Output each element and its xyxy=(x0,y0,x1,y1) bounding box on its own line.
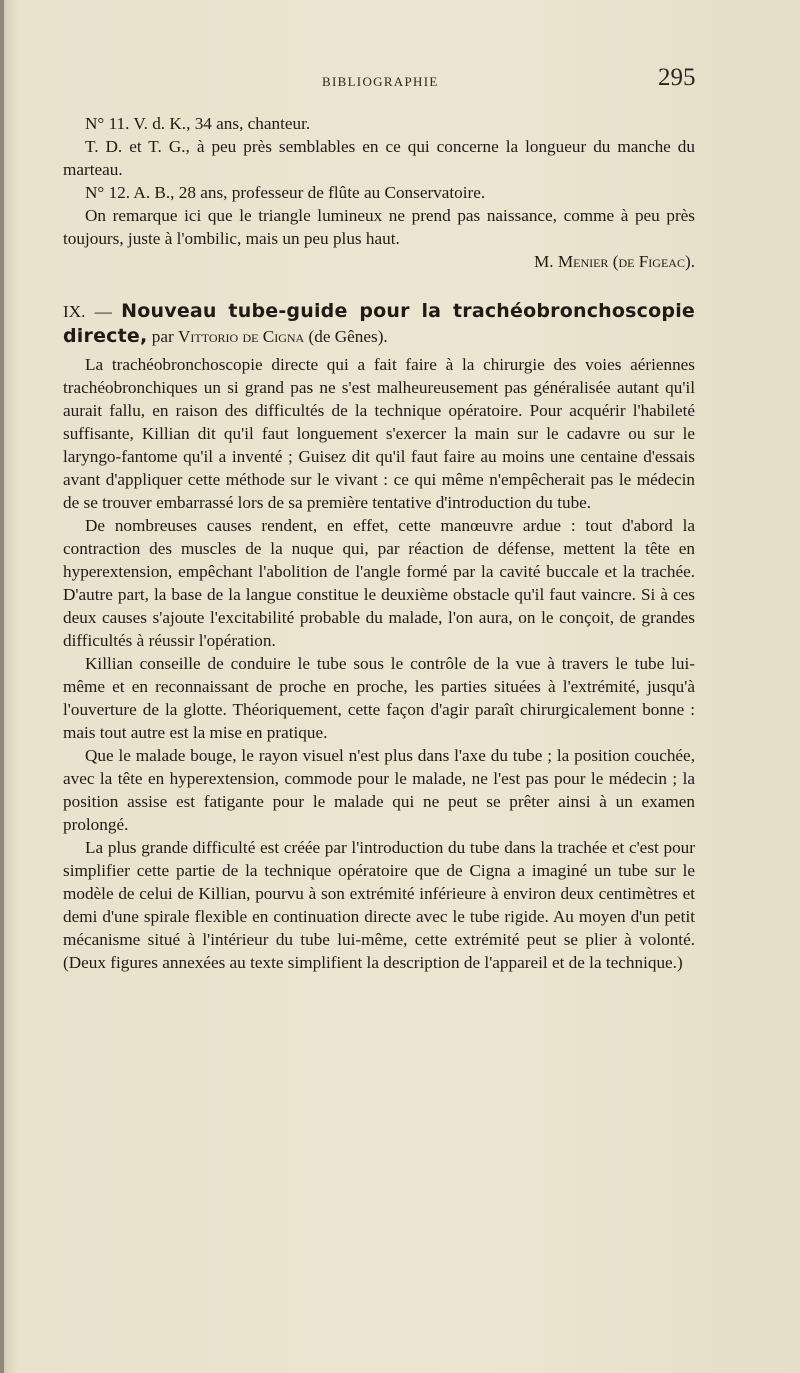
section-title: Nouveau tube-guide pour la trachéobronchoscopie directe, xyxy=(63,300,695,347)
section-number: IX. — xyxy=(63,302,112,321)
case-11-detail: T. D. et T. G., à peu près semblables en ce qui concerne la longueur du manche du marteau. xyxy=(63,137,695,179)
section-heading xyxy=(63,299,695,349)
page-header xyxy=(0,62,800,92)
remark-paragraph xyxy=(63,204,695,250)
case-12-line: N° 12. A. B., 28 ans, professeur de flûte au Conservatoire. xyxy=(85,183,486,202)
paragraph-5: La plus grande difficulté est créée par l'introduction du tube dans la trachée et c'est pour simplifier cette partie de la technique opératoire que de Cigna a imaginé un tube sur le modèle de celui de Killian, pourvu à son extrémité inférieure à environ deux centimètres et demi d'une spirale flexible en continuation directe avec le tube rigide. Au moyen d'un petit mécanisme situé à l'intérieur du tube lui-même, cette extrémité peut se plier à volonté. (Deux figures annexées au texte simplifient la description de l'appareil et de la technique.) xyxy=(63,838,695,972)
paragraph-2: De nombreuses causes rendent, en effet, cette manœuvre ardue : tout d'abord la contraction des muscles de la nuque qui, par réaction de défense, mettent la tête en hyperextension, empêchant l'abolition de l'angle formé par la cavité buccale et la trachée. D'autre part, la base de la langue constitue le deuxième obstacle qu'il faut vaincre. Si à ces deux causes s'ajoute l'excitabilité probable du malade, l'on aura, on le conçoit, de grandes difficultés à réussir l'opération. xyxy=(63,516,695,650)
paragraph-4: Que le malade bouge, le rayon visuel n'est plus dans l'axe du tube ; la position couchée, avec la tête en hyperextension, commode pour le malade, ne l'est pas pour le médecin ; la position assise est fatigante pour le malade qui ne peut se prêter ainsi à un examen prolongé. xyxy=(63,746,695,834)
paragraph-3: Killian conseille de conduire le tube sous le contrôle de la vue à travers le tube lui-même et en reconnaissant de proche en proche, les parties situées à l'extrémité, jusqu'à l'ouverture de la glotte. Théoriquement, cette façon d'agir paraît chirurgicalement bonne : mais tout autre est la mise en pratique. xyxy=(63,654,695,742)
byline-prefix: par xyxy=(151,327,174,346)
author-place: (de Gênes). xyxy=(308,327,388,346)
page-body xyxy=(63,112,695,974)
remark-text: On remarque ici que le triangle lumineux ne prend pas naissance, comme à peu près toujours, juste à l'ombilic, mais un peu plus haut. xyxy=(63,206,695,248)
running-head: BIBLIOGRAPHIE xyxy=(322,74,439,89)
review-signature xyxy=(63,250,695,273)
case-11-line: N° 11. V. d. K., 34 ans, chanteur. xyxy=(85,114,311,133)
author-name: Vittorio de Cigna xyxy=(177,327,305,346)
page-number: 295 xyxy=(658,64,696,91)
paragraph-1: La trachéobronchoscopie directe qui a fait faire à la chirurgie des voies aériennes trachéobronchiques un si grand pas ne s'est malheureusement pas généralisée autant qu'il aurait fallu, en raison des difficultés de la technique opératoire. Pour acquérir l'habileté suffisante, Killian dit qu'il faut longuement s'exercer la main sur le cadavre ou sur le laryngo-fantome qu'il a inventé ; Guisez dit qu'il faut faire au moins une centaine d'essais avant d'appliquer cette méthode sur le vivant : ce qui même n'empêcherait pas le médecin de se trouver embarrassé lors de sa première tentative d'introduction du tube. xyxy=(63,355,695,512)
signature-text: M. Menier (de Figeac). xyxy=(533,252,695,271)
page-binding-edge xyxy=(0,0,4,1373)
